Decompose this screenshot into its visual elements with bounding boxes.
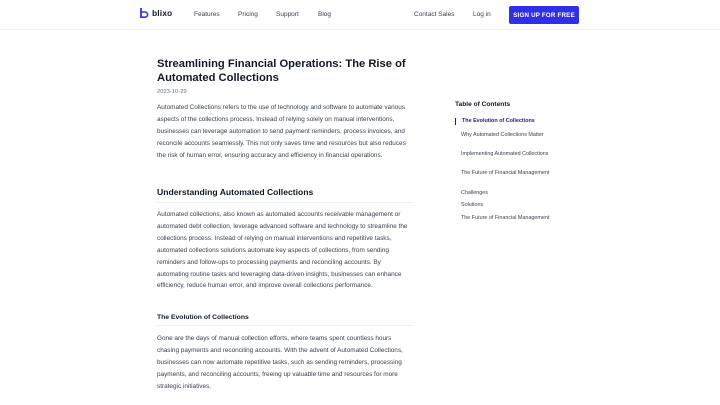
article-date: 2023-10-29	[157, 89, 187, 95]
nav-link-pricing[interactable]: Pricing	[238, 11, 258, 18]
toc-item-future-2[interactable]: The Future of Financial Management	[461, 215, 550, 221]
article-intro: Automated Collections refers to the use of technology and software to automate various aspects of the collections process. Instead of relying solely on manual interventions, businesses can leverage automation to send payment reminders, process invoices, and reconcile accounts seamlessly. This not only saves time and resources but also reduces the risk of human error, ensuring accuracy and efficiency in financial operations.	[157, 104, 406, 159]
section-body-evolution: Gone are the days of manual collection efforts, where teams spent countless hours chasing payments and reconciling accounts. With the advent of Automated Collections, businesses can now automate repetitive tasks, such as sending reminders, processing payments, and reconciling accounts, freeing up valuable time and resources for more strategic initiatives.	[157, 335, 403, 390]
toc-item-future-1[interactable]: The Future of Financial Management	[461, 170, 550, 176]
table-of-contents	[455, 101, 565, 221]
toc-item-solutions[interactable]: Solutions	[461, 202, 484, 208]
brand-name: blixo	[152, 8, 173, 18]
top-navbar	[0, 0, 720, 30]
section-heading-understanding: Understanding Automated Collections	[157, 187, 414, 203]
toc-item-evolution[interactable]: The Evolution of Collections	[455, 118, 555, 125]
login-link[interactable]: Log in	[473, 11, 491, 18]
toc-title: Table of Contents	[455, 101, 511, 108]
blixo-logo-icon	[140, 8, 149, 18]
article-title: Streamlining Financial Operations: The Rise of Automated Collections	[157, 58, 406, 84]
toc-item-challenges[interactable]: Challenges	[461, 190, 488, 196]
signup-button[interactable]: SIGN UP FOR FREE	[509, 6, 579, 24]
nav-link-features[interactable]: Features	[194, 11, 220, 18]
nav-link-blog[interactable]: Blog	[318, 11, 332, 18]
section-body-understanding: Automated collections, also known as automated accounts receivable management or automated debt collection, leverage advanced software and technology to streamline the collections process. Instead of relying on manual interventions and repetitive tasks, automated collections solutions automate key aspects of collections, from sending reminders and follow-ups to processing payments and reconciling accounts. By automating routine tasks and leveraging data-driven insights, businesses can enhance efficiency, reduce human error, and improve overall collections performance.	[157, 211, 408, 290]
section-heading-evolution: The Evolution of Collections	[157, 314, 414, 326]
contact-sales-link[interactable]: Contact Sales	[414, 11, 455, 18]
toc-item-why-matter[interactable]: Why Automated Collections Matter	[461, 132, 544, 138]
blog-article	[157, 58, 414, 390]
brand-logo[interactable]	[140, 8, 172, 18]
toc-item-implementing[interactable]: Implementing Automated Collections	[461, 151, 549, 157]
nav-link-support[interactable]: Support	[276, 11, 299, 18]
